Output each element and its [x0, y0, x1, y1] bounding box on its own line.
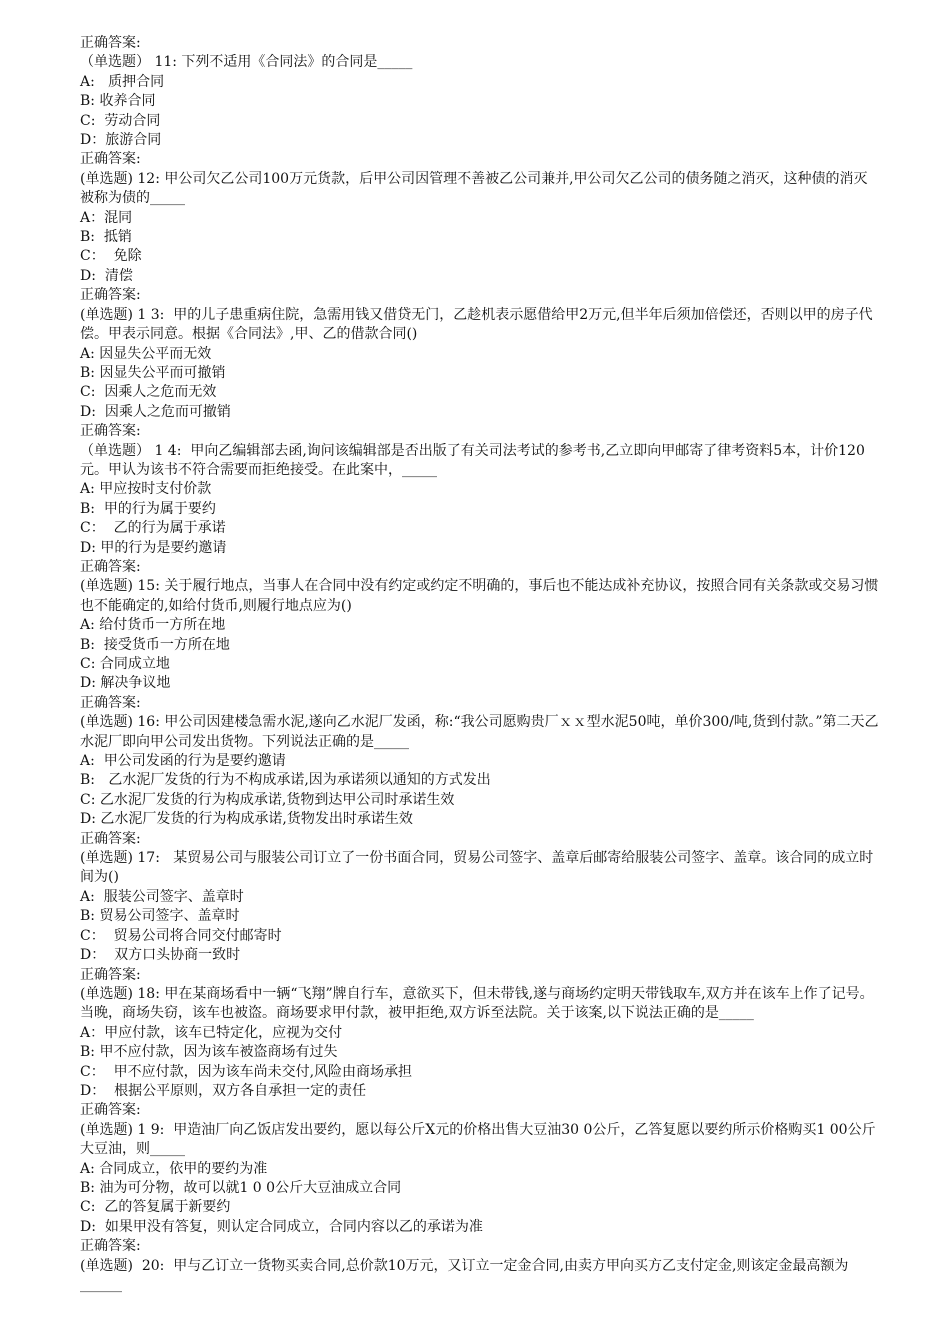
- correct-answer-label: 正确答案:: [80, 830, 141, 847]
- answer-option: C: 劳动合同: [80, 112, 161, 129]
- top-answer-label: 正确答案:: [80, 35, 141, 51]
- answer-option: D: 如果甲没有答复，则认定合同成立，合同内容以乙的承诺为准: [80, 1218, 483, 1235]
- answer-option: B: 因显失公平而可撤销: [80, 364, 226, 381]
- question-block: [80, 442, 880, 578]
- correct-answer-label: 正确答案:: [80, 1102, 141, 1119]
- answer-option: D: 乙水泥厂发货的行为构成承诺,货物发出时承诺生效: [80, 811, 413, 828]
- correct-answer-label: 正确答案:: [80, 287, 141, 304]
- correct-answer-label: 正确答案:: [80, 558, 141, 575]
- question-text: (单选题) 17: 某贸易公司与服装公司订立了一份书面合同，贸易公司签字、盖章后邮寄给服装公司签字、盖章。该合同的成立时间为(): [80, 850, 874, 886]
- document-body: [80, 34, 880, 1295]
- answer-option: D： 根据公平原则，双方各自承担一定的责任: [80, 1082, 367, 1099]
- answer-option: C： 甲不应付款，因为该车尚未交付,风险由商场承担: [80, 1063, 413, 1080]
- answer-option: A: 质押合同: [80, 73, 165, 90]
- question-text: (单选题) 12: 甲公司欠乙公司100万元货款，后甲公司因管理不善被乙公司兼并,甲公司欠乙公司的债务随之消灭，这种债的消灭被称为债的_____: [80, 170, 868, 207]
- question-block: [80, 170, 880, 306]
- question-block: [80, 306, 880, 442]
- question-block: [80, 1257, 880, 1296]
- question-text: (单选题) 1 3: 甲的儿子患重病住院，急需用钱又借贷无门，乙趁机表示愿借给甲2万元,但半年后须加倍偿还，否则以甲的房子代偿。甲表示同意。根据《合同法》,甲、乙的借款合同(): [80, 306, 873, 343]
- answer-option: D: 甲的行为是要约邀请: [80, 539, 227, 556]
- answer-option: B: 贸易公司签字、盖章时: [80, 908, 240, 925]
- answer-option: C: 乙水泥厂发货的行为构成承诺,货物到达甲公司时承诺生效: [80, 791, 455, 808]
- answer-option: C： 贸易公司将合同交付邮寄时: [80, 927, 282, 944]
- question-text: (单选题) 20: 甲与乙订立一货物买卖合同,总价款10万元，又订立一定金合同,由卖方甲向买方乙支付定金,则该定金最高额为______: [80, 1257, 849, 1293]
- question-text: (单选题) 1 9: 甲造油厂向乙饭店发出要约，愿以每公斤X元的价格出售大豆油30 0公斤，乙答复愿以要约所示价格购买1 00公斤大豆油，则_____: [80, 1121, 876, 1158]
- answer-option: A：混同: [80, 209, 133, 226]
- answer-option: D: 因乘人之危而可撤销: [80, 403, 231, 420]
- answer-option: A: 甲公司发函的行为是要约邀请: [80, 753, 286, 770]
- answer-option: B: 接受货币一方所在地: [80, 636, 230, 653]
- answer-option: A: 合同成立，依甲的要约为准: [80, 1160, 268, 1177]
- answer-option: A: 服装公司签字、盖章时: [80, 888, 244, 905]
- answer-option: B: 抵销: [80, 229, 132, 246]
- answer-option: B: 乙水泥厂发货的行为不构成承诺,因为承诺须以通知的方式发出: [80, 772, 491, 789]
- answer-option: A：甲应付款，该车已特定化，应视为交付: [80, 1024, 343, 1041]
- question-block: [80, 577, 880, 713]
- answer-option: C： 免除: [80, 248, 142, 265]
- answer-option: D： 双方口头协商一致时: [80, 947, 241, 964]
- question-text: （单选题） 1 4: 甲向乙编辑部去函,询问该编辑部是否出版了有关司法考试的参考书,乙立即向甲邮寄了律考资料5本，计价120元。甲认为该书不符合需要而拒绝接受。在此案中，_____: [80, 442, 865, 478]
- answer-option: B: 甲不应付款，因为该车被盗商场有过失: [80, 1044, 338, 1061]
- question-text: (单选题) 18: 甲在某商场看中一辆“飞翔”牌自行车，意欲买下，但未带钱,遂与商场约定明天带钱取车,双方并在该车上作了记号。当晚，商场失窃，该车也被盗。商场要求甲付款，被甲拒绝,双方诉至法院。关于该案,以下说法正确的是_____: [80, 985, 874, 1022]
- answer-option: D: 解决争议地: [80, 675, 171, 692]
- answer-option: C: 合同成立地: [80, 656, 170, 672]
- question-block: [80, 713, 880, 849]
- question-block: [80, 849, 880, 985]
- answer-option: D: 清偿: [80, 267, 133, 284]
- answer-option: C: 因乘人之危而无效: [80, 384, 217, 401]
- correct-answer-label: 正确答案:: [80, 694, 141, 711]
- question-list: [80, 53, 880, 1295]
- correct-answer-label: 正确答案:: [80, 966, 141, 983]
- answer-option: B: 收养合同: [80, 93, 156, 110]
- question-text: （单选题） 11: 下列不适用《合同法》的合同是_____: [80, 54, 413, 71]
- answer-option: D：旅游合同: [80, 132, 162, 149]
- question-block: [80, 985, 880, 1121]
- answer-option: A: 给付货币一方所在地: [80, 617, 226, 634]
- correct-answer-label: 正确答案:: [80, 151, 141, 168]
- correct-answer-label: 正确答案:: [80, 423, 141, 440]
- question-block: [80, 53, 880, 169]
- answer-option: A: 甲应按时支付价款: [80, 481, 212, 498]
- correct-answer-label: 正确答案:: [80, 1238, 141, 1255]
- question-block: [80, 1121, 880, 1257]
- question-text: (单选题) 16: 甲公司因建楼急需水泥,遂向乙水泥厂发函，称:“我公司愿购贵厂ｘｘ型水泥50吨，单价300/吨,货到付款。”第二天乙水泥厂即向甲公司发出货物。下列说法正确的是_____: [80, 714, 879, 750]
- answer-option: B: 甲的行为属于要约: [80, 500, 216, 517]
- answer-option: B: 油为可分物，故可以就1 0 0公斤大豆油成立合同: [80, 1179, 402, 1196]
- answer-option: C: 乙的答复属于新要约: [80, 1199, 231, 1216]
- answer-option: C： 乙的行为属于承诺: [80, 520, 226, 537]
- question-text: (单选题) 15: 关于履行地点，当事人在合同中没有约定或约定不明确的，事后也不能达成补充协议，按照合同有关条款或交易习惯也不能确定的,如给付货币,则履行地点应为(): [80, 578, 879, 614]
- answer-option: A: 因显失公平而无效: [80, 345, 212, 362]
